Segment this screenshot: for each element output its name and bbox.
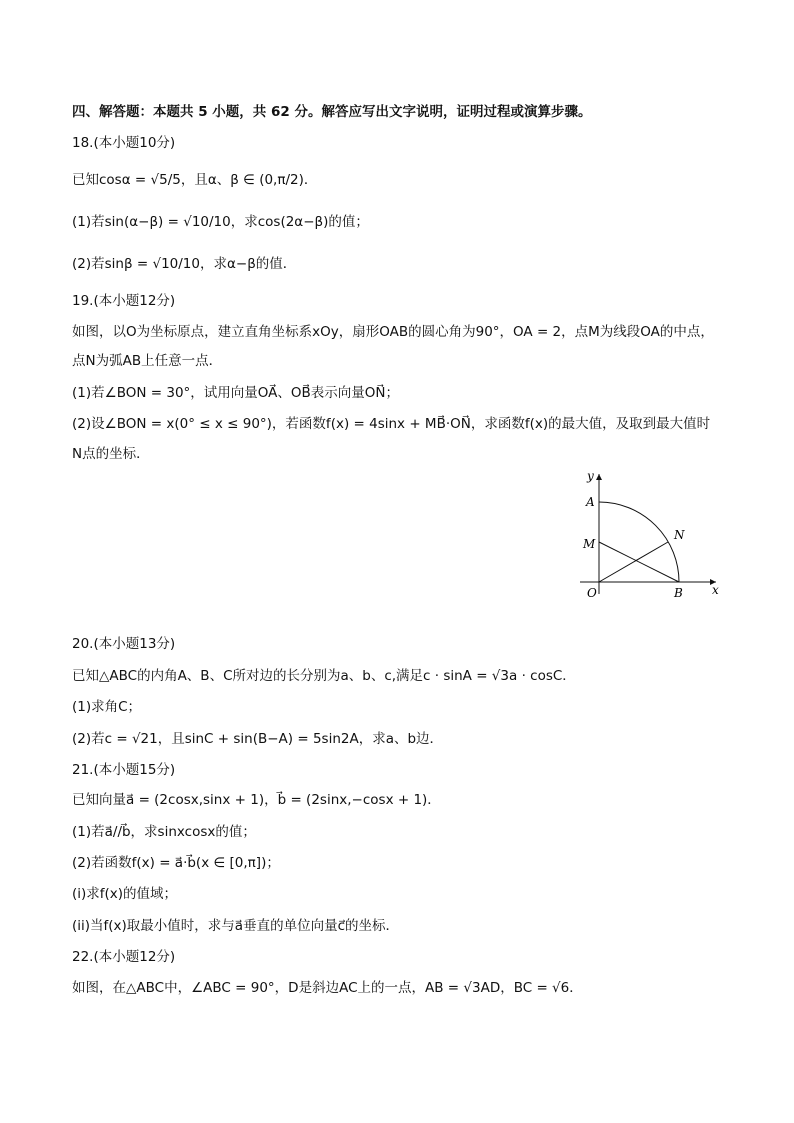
section-header: 四、解答题：本题共 5 小题，共 62 分。解答应写出文字说明，证明过程或演算步骤。 xyxy=(72,104,592,120)
label-y: y xyxy=(587,469,594,483)
sector-figure xyxy=(570,462,730,607)
q18-given: 已知cosα = √5/5，且α、β ∈ (0,π/2)． xyxy=(72,172,318,188)
q20-part1: (1)求角C； xyxy=(72,699,142,715)
q19-part2a: (2)设∠BON = x(0° ≤ x ≤ 90°)，若函数f(x) = 4sinx + MB⃗·ON⃗，求函数f(x)的最大值，及取到最大值时 xyxy=(72,416,711,432)
q22-given: 如图，在△ABC中，∠ABC = 90°，D是斜边AC上的一点，AB = √3AD，BC = √6． xyxy=(72,980,583,996)
q21-part2i: (i)求f(x)的值域； xyxy=(72,886,178,902)
q20-heading: 20.(本小题13分) xyxy=(72,636,176,652)
q21-part2: (2)若函数f(x) = a⃗·b⃗(x ∈ [0,π])； xyxy=(72,855,280,871)
label-x: x xyxy=(712,583,719,597)
label-a: A xyxy=(586,495,595,509)
q21-part1: (1)若a⃗//b⃗，求sinxcosx的值； xyxy=(72,824,256,840)
q21-heading: 21.(本小题15分) xyxy=(72,762,176,778)
q19-part2b: N点的坐标． xyxy=(72,446,150,462)
q22-heading: 22.(本小题12分) xyxy=(72,949,176,965)
segment-mb xyxy=(599,542,679,582)
label-n: N xyxy=(674,528,685,542)
label-o: O xyxy=(587,586,597,600)
q19-heading: 19.(本小题12分) xyxy=(72,293,176,309)
q20-given: 已知△ABC的内角A、B、C所对边的长分别为a、b、c,满足c · sinA = √3a · cosC． xyxy=(72,668,576,684)
q21-part2ii: (ii)当f(x)取最小值时，求与a⃗垂直的单位向量c⃗的坐标． xyxy=(72,918,400,934)
q18-part2: (2)若sinβ = √10/10，求α−β的值． xyxy=(72,256,297,272)
q21-given: 已知向量a⃗ = (2cosx,sinx + 1)，b⃗ = (2sinx,−cosx + 1)． xyxy=(72,792,441,808)
q18-heading: 18.(本小题10分) xyxy=(72,135,176,151)
q19-line2: 点N为弧AB上任意一点． xyxy=(72,353,223,369)
label-m: M xyxy=(583,537,596,551)
q19-line1: 如图，以O为坐标原点，建立直角坐标系xOy，扇形OAB的圆心角为90°，OA = 2，点M为线段OA的中点， xyxy=(72,324,714,340)
sector-diagram xyxy=(570,462,730,607)
q20-part2: (2)若c = √21，且sinC + sin(B−A) = 5sin2A，求a、b边． xyxy=(72,731,444,747)
segment-on xyxy=(599,542,668,582)
q19-part1: (1)若∠BON = 30°，试用向量OA⃗、OB⃗表示向量ON⃗； xyxy=(72,385,400,401)
sector-arc xyxy=(599,502,679,582)
q18-part1: (1)若sin(α−β) = √10/10，求cos(2α−β)的值； xyxy=(72,214,369,230)
label-b: B xyxy=(674,586,683,600)
